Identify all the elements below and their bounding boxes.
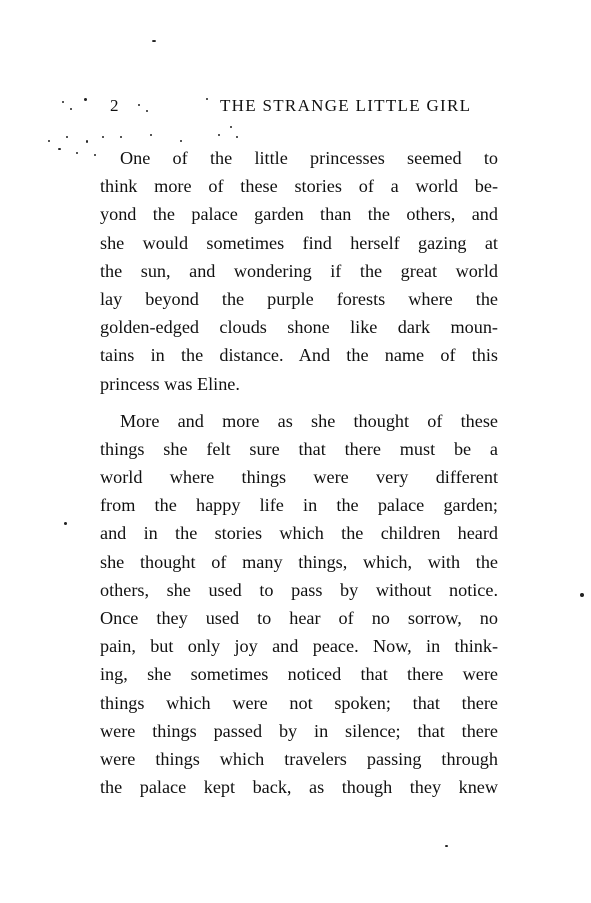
text-line: lay beyond the purple forests where the [100, 288, 498, 309]
text-line: One of the little princesses seemed to [120, 148, 498, 168]
text-line: were things passed by in silence; that there [100, 720, 498, 741]
running-head: THE STRANGE LITTLE GIRL [220, 96, 472, 115]
text-line: things she felt sure that there must be a [100, 438, 498, 459]
text-line: from the happy life in the palace garden; [100, 495, 498, 516]
text-line: ing, she sometimes noticed that there were [100, 664, 498, 685]
text-line: and in the stories which the children heard [100, 523, 498, 544]
text-line: she thought of many things, which, with the [100, 551, 498, 572]
paragraph [100, 407, 498, 802]
text-line: she would sometimes find herself gazing at [100, 232, 498, 253]
paragraph [100, 144, 498, 398]
text-line: pain, but only joy and peace. Now, in think- [100, 636, 498, 657]
page-header [60, 96, 480, 124]
text-line: tains in the distance. And the name of this [100, 345, 498, 366]
text-line: princess was Eline. [100, 373, 240, 394]
text-line: world where things were very different [100, 467, 498, 488]
text-line: More and more as she thought of these [120, 410, 498, 431]
text-line: golden-edged clouds shone like dark moun- [100, 317, 498, 338]
text-line: were things which travelers passing through [100, 748, 498, 769]
text-line: think more of these stories of a world be- [100, 176, 498, 197]
text-line: yond the palace garden than the others, and [100, 204, 498, 225]
body-text [100, 144, 498, 801]
text-line: the sun, and wondering if the great world [100, 260, 498, 281]
text-line: the palace kept back, as though they knew [100, 777, 498, 798]
text-line: others, she used to pass by without notice. [100, 579, 498, 600]
text-line: Once they used to hear of no sorrow, no [100, 608, 498, 628]
text-line: things which were not spoken; that there [100, 692, 498, 713]
page-number: 2 [110, 96, 120, 115]
